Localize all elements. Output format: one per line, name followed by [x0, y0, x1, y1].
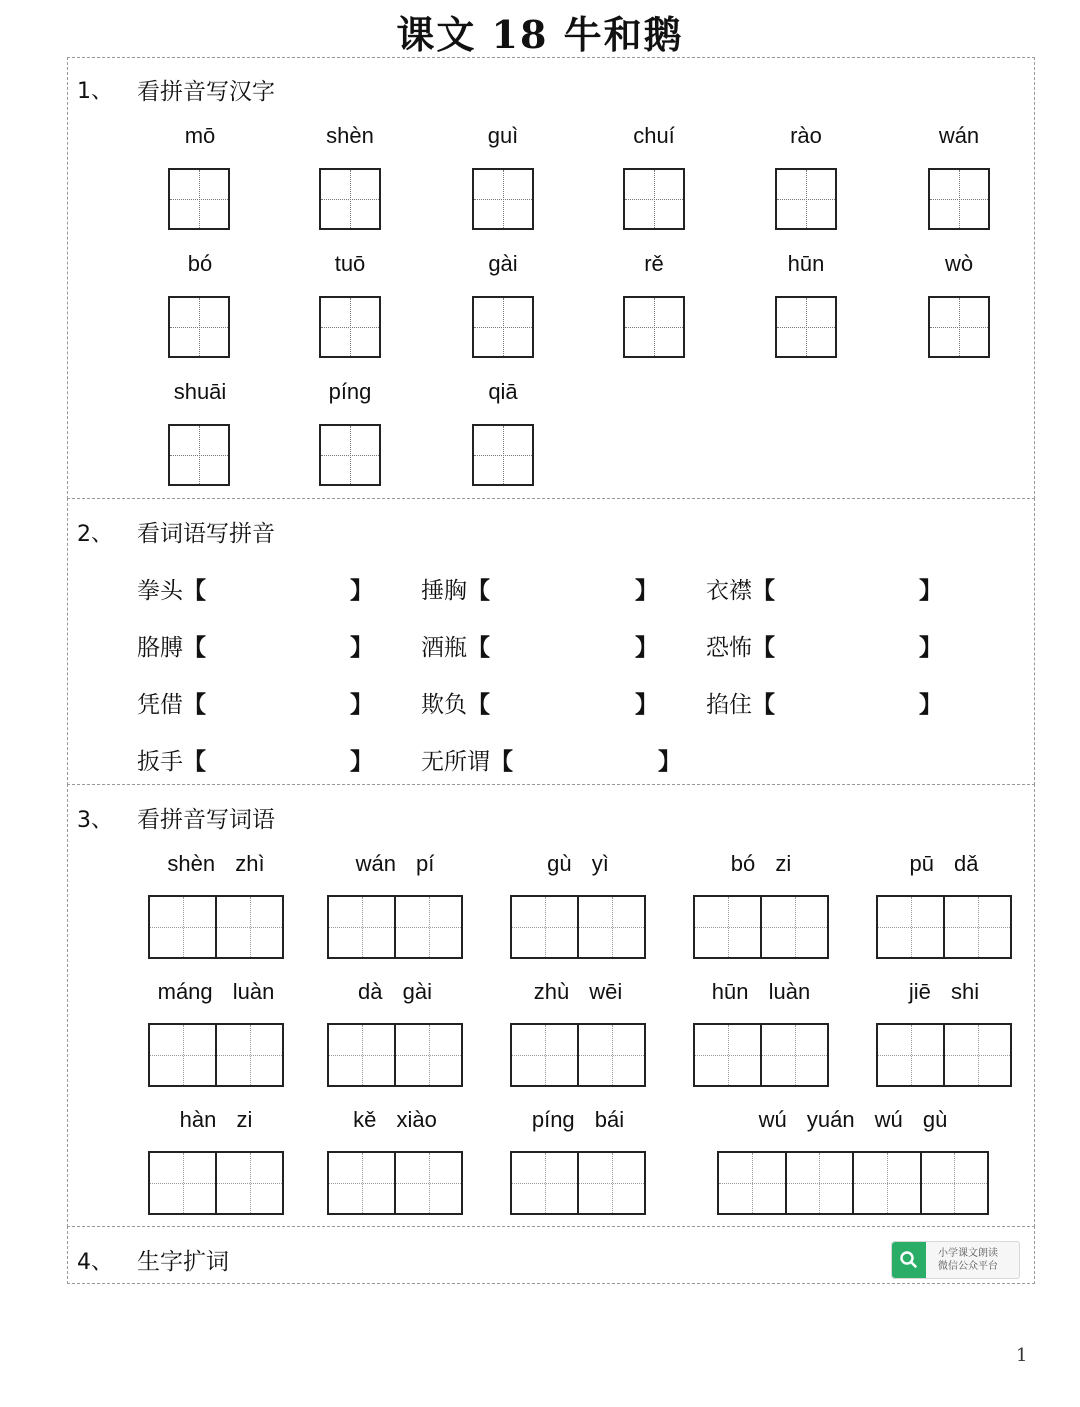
writing-grid-box[interactable]: [623, 296, 685, 358]
writing-grid-box[interactable]: [168, 424, 230, 486]
pinyin-label: shèn zhì: [167, 851, 265, 876]
pinyin-label: wú yuán wú gù: [758, 1107, 948, 1132]
pinyin-label: wò: [944, 251, 974, 276]
pinyin-label: wán: [938, 123, 980, 148]
pinyin-label: gài: [488, 251, 518, 276]
pinyin-label: bó: [187, 251, 213, 276]
word-writing-box[interactable]: [148, 1151, 284, 1215]
word-writing-box[interactable]: [876, 1023, 1012, 1087]
pinyin-label: chuí: [633, 123, 675, 148]
word-writing-box[interactable]: [510, 1151, 646, 1215]
writing-grid-box[interactable]: [472, 424, 534, 486]
writing-grid-box[interactable]: [472, 296, 534, 358]
word-writing-box[interactable]: [510, 1023, 646, 1087]
pinyin-label: hūn luàn: [711, 979, 811, 1004]
word-writing-box[interactable]: [327, 1023, 463, 1087]
section-3-label: 看拼音写词语: [137, 807, 275, 833]
writing-grid-box[interactable]: [319, 424, 381, 486]
vocab-word: 拳头【: [137, 578, 206, 604]
section-2-label: 看词语写拼音: [137, 521, 275, 547]
writing-grid-box[interactable]: [775, 296, 837, 358]
pinyin-label: qiā: [488, 379, 518, 404]
close-bracket: 】: [350, 635, 373, 661]
pinyin-label: rě: [644, 251, 664, 276]
pinyin-label: wán pí: [355, 851, 435, 876]
vocab-word: 捶胸【: [421, 578, 490, 604]
vocab-word: 欺负【: [421, 692, 490, 718]
vocab-word: 衣襟【: [706, 578, 775, 604]
writing-grid-box[interactable]: [168, 168, 230, 230]
close-bracket: 】: [919, 578, 942, 604]
vocab-word: 掐住【: [706, 692, 775, 718]
pinyin-label: shuāi: [173, 379, 227, 404]
vocab-word: 无所谓【: [421, 749, 513, 775]
pinyin-label: hàn zi: [179, 1107, 253, 1132]
pinyin-label: píng bái: [531, 1107, 625, 1132]
writing-grid-box[interactable]: [472, 168, 534, 230]
watermark-line1: 小学课文朗读: [938, 1248, 998, 1259]
pinyin-label: píng: [328, 379, 372, 404]
pinyin-label: gù yì: [547, 851, 609, 876]
writing-grid-box[interactable]: [623, 168, 685, 230]
pinyin-label: bó zi: [730, 851, 792, 876]
section-2-number: 2、: [77, 522, 113, 547]
pinyin-label: jiē shi: [908, 979, 980, 1004]
page-number: 1: [1016, 1345, 1028, 1366]
search-icon: [892, 1242, 926, 1278]
close-bracket: 】: [635, 635, 658, 661]
watermark-line2: 微信公众平台: [938, 1261, 998, 1272]
section-1-label: 看拼音写汉字: [137, 79, 275, 105]
close-bracket: 】: [635, 692, 658, 718]
pinyin-label: dà gài: [358, 979, 432, 1004]
word-writing-box[interactable]: [876, 895, 1012, 959]
pinyin-label: tuō: [334, 251, 366, 276]
close-bracket: 】: [919, 692, 942, 718]
close-bracket: 】: [350, 749, 373, 775]
close-bracket: 】: [350, 578, 373, 604]
section-4-label: 生字扩词: [137, 1249, 229, 1275]
vocab-word: 凭借【: [137, 692, 206, 718]
word-writing-box[interactable]: [327, 895, 463, 959]
word-writing-box[interactable]: [510, 895, 646, 959]
word-writing-box[interactable]: [717, 1151, 989, 1215]
close-bracket: 】: [350, 692, 373, 718]
pinyin-label: hūn: [787, 251, 825, 276]
writing-grid-box[interactable]: [319, 296, 381, 358]
writing-grid-box[interactable]: [928, 168, 990, 230]
vocab-word: 胳膊【: [137, 635, 206, 661]
wechat-watermark: [891, 1241, 1020, 1279]
writing-grid-box[interactable]: [168, 296, 230, 358]
writing-grid-box[interactable]: [775, 168, 837, 230]
writing-grid-box[interactable]: [928, 296, 990, 358]
close-bracket: 】: [919, 635, 942, 661]
pinyin-label: kě xiào: [353, 1107, 437, 1132]
section-3-number: 3、: [77, 808, 113, 833]
vocab-word: 扳手【: [137, 749, 206, 775]
pinyin-label: rào: [790, 123, 822, 148]
close-bracket: 】: [635, 578, 658, 604]
pinyin-label: guì: [487, 123, 519, 148]
word-writing-box[interactable]: [693, 1023, 829, 1087]
section-4-number: 4、: [77, 1250, 113, 1275]
word-writing-box[interactable]: [693, 895, 829, 959]
word-writing-box[interactable]: [327, 1151, 463, 1215]
vocab-word: 恐怖【: [706, 635, 775, 661]
writing-grid-box[interactable]: [319, 168, 381, 230]
pinyin-label: pū dǎ: [909, 851, 979, 876]
pinyin-label: shèn: [326, 123, 374, 148]
word-writing-box[interactable]: [148, 895, 284, 959]
pinyin-label: máng luàn: [157, 979, 275, 1004]
pinyin-label: zhù wēi: [533, 979, 623, 1004]
word-writing-box[interactable]: [148, 1023, 284, 1087]
section-1-number: 1、: [77, 79, 113, 104]
pinyin-label: mō: [184, 123, 216, 148]
page-title: 课文 18 牛和鹅: [396, 12, 684, 57]
vocab-word: 酒瓶【: [421, 635, 490, 661]
close-bracket: 】: [658, 749, 681, 775]
